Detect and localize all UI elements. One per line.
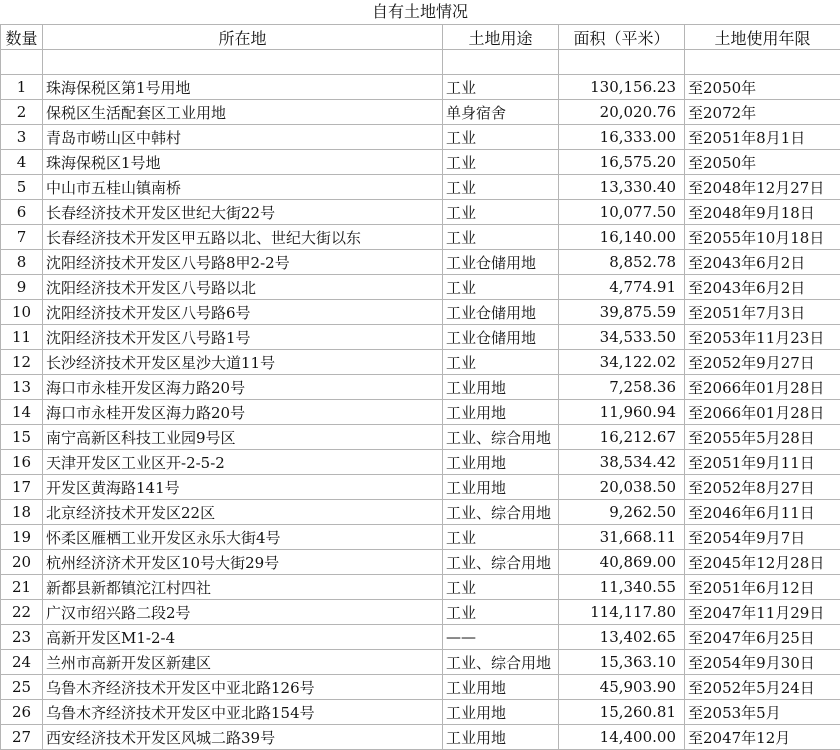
area-cell[interactable]: 38,534.42 xyxy=(559,450,685,475)
land-use-cell[interactable]: 工业用地 xyxy=(443,475,559,500)
location-cell[interactable]: 新都县新都镇沱江村四社 xyxy=(43,575,443,600)
area-cell[interactable]: 31,668.11 xyxy=(559,525,685,550)
row-number-cell[interactable]: 2 xyxy=(1,100,43,125)
area-cell[interactable]: 11,960.94 xyxy=(559,400,685,425)
location-cell[interactable]: 高新开发区M1-2-4 xyxy=(43,625,443,650)
area-cell[interactable]: 40,869.00 xyxy=(559,550,685,575)
table-row xyxy=(1,350,840,375)
area-cell[interactable]: 15,363.10 xyxy=(559,650,685,675)
table-row xyxy=(1,225,840,250)
term-cell[interactable]: 至2051年9月11日 xyxy=(685,450,840,475)
area-cell[interactable]: 8,852.78 xyxy=(559,250,685,275)
table-row xyxy=(1,175,840,200)
row-number-cell[interactable]: 1 xyxy=(1,75,43,100)
header-count[interactable]: 数量 xyxy=(1,25,43,50)
table-row xyxy=(1,150,840,175)
table-row xyxy=(1,300,840,325)
table-row xyxy=(1,475,840,500)
location-cell[interactable]: 保税区生活配套区工业用地 xyxy=(43,100,443,125)
location-cell[interactable]: 长春经济技术开发区甲五路以北、世纪大街以东 xyxy=(43,225,443,250)
header-land-use[interactable]: 土地用途 xyxy=(443,25,559,50)
blank-row xyxy=(1,50,840,75)
location-cell[interactable]: 珠海保税区1号地 xyxy=(43,150,443,175)
land-use-cell[interactable]: 工业 xyxy=(443,525,559,550)
land-use-cell[interactable]: 工业 xyxy=(443,75,559,100)
table-row xyxy=(1,425,840,450)
term-cell[interactable]: 至2054年9月30日 xyxy=(685,650,840,675)
area-cell[interactable]: 39,875.59 xyxy=(559,300,685,325)
land-use-cell[interactable]: 工业用地 xyxy=(443,725,559,750)
land-use-cell[interactable]: 工业 xyxy=(443,350,559,375)
header-area[interactable]: 面积（平米） xyxy=(559,25,685,50)
row-number-cell[interactable]: 4 xyxy=(1,150,43,175)
area-cell[interactable]: 14,400.00 xyxy=(559,725,685,750)
row-number-cell[interactable]: 23 xyxy=(1,625,43,650)
term-cell[interactable]: 至2051年8月1日 xyxy=(685,125,840,150)
table-row xyxy=(1,200,840,225)
land-use-cell[interactable]: 工业 xyxy=(443,150,559,175)
term-cell[interactable]: 至2066年01月28日 xyxy=(685,400,840,425)
land-use-cell[interactable]: 单身宿舍 xyxy=(443,100,559,125)
table-row xyxy=(1,575,840,600)
term-cell[interactable]: 至2050年 xyxy=(685,150,840,175)
term-cell[interactable]: 至2053年5月 xyxy=(685,700,840,725)
blank-cell[interactable] xyxy=(443,50,559,75)
area-cell[interactable]: 16,212.67 xyxy=(559,425,685,450)
land-use-cell[interactable]: 工业用地 xyxy=(443,400,559,425)
area-cell[interactable]: 16,140.00 xyxy=(559,225,685,250)
term-cell[interactable]: 至2043年6月2日 xyxy=(685,275,840,300)
location-cell[interactable]: 西安经济技术开发区风城二路39号 xyxy=(43,725,443,750)
table-row xyxy=(1,625,840,650)
table-row xyxy=(1,325,840,350)
location-cell[interactable]: 海口市永桂开发区海力路20号 xyxy=(43,375,443,400)
term-cell[interactable]: 至2055年5月28日 xyxy=(685,425,840,450)
location-cell[interactable]: 中山市五桂山镇南桥 xyxy=(43,175,443,200)
table-row xyxy=(1,650,840,675)
area-cell[interactable]: 13,402.65 xyxy=(559,625,685,650)
row-number-cell[interactable]: 20 xyxy=(1,550,43,575)
location-cell[interactable]: 兰州市高新开发区新建区 xyxy=(43,650,443,675)
term-cell[interactable]: 至2047年11月29日 xyxy=(685,600,840,625)
land-use-cell[interactable]: 工业仓储用地 xyxy=(443,300,559,325)
land-use-cell[interactable]: 工业用地 xyxy=(443,700,559,725)
land-use-cell[interactable]: 工业仓储用地 xyxy=(443,325,559,350)
location-cell[interactable]: 怀柔区雁栖工业开发区永乐大街4号 xyxy=(43,525,443,550)
header-term[interactable]: 土地使用年限 xyxy=(685,25,840,50)
area-cell[interactable]: 20,038.50 xyxy=(559,475,685,500)
location-cell[interactable]: 沈阳经济技术开发区八号路8甲2-2号 xyxy=(43,250,443,275)
location-cell[interactable]: 广汉市绍兴路二段2号 xyxy=(43,600,443,625)
row-number-cell[interactable]: 9 xyxy=(1,275,43,300)
row-number-cell[interactable]: 17 xyxy=(1,475,43,500)
row-number-cell[interactable]: 8 xyxy=(1,250,43,275)
area-cell[interactable]: 7,258.36 xyxy=(559,375,685,400)
row-number-cell[interactable]: 11 xyxy=(1,325,43,350)
location-cell[interactable]: 乌鲁木齐经济技术开发区中亚北路154号 xyxy=(43,700,443,725)
land-use-cell[interactable]: 工业 xyxy=(443,175,559,200)
table-row xyxy=(1,550,840,575)
area-cell[interactable]: 15,260.81 xyxy=(559,700,685,725)
row-number-cell[interactable]: 12 xyxy=(1,350,43,375)
table-row xyxy=(1,250,840,275)
table-row xyxy=(1,525,840,550)
area-cell[interactable]: 114,117.80 xyxy=(559,600,685,625)
row-number-cell[interactable]: 3 xyxy=(1,125,43,150)
table-row xyxy=(1,500,840,525)
table-row xyxy=(1,725,840,750)
header-row xyxy=(1,25,840,50)
row-number-cell[interactable]: 18 xyxy=(1,500,43,525)
land-use-cell[interactable]: —— xyxy=(443,625,559,650)
land-use-cell[interactable]: 工业仓储用地 xyxy=(443,250,559,275)
land-use-cell[interactable]: 工业 xyxy=(443,600,559,625)
header-location[interactable]: 所在地 xyxy=(43,25,443,50)
location-cell[interactable]: 乌鲁木齐经济技术开发区中亚北路126号 xyxy=(43,675,443,700)
table-row xyxy=(1,100,840,125)
location-cell[interactable]: 长沙经济技术开发区星沙大道11号 xyxy=(43,350,443,375)
blank-cell[interactable] xyxy=(43,50,443,75)
location-cell[interactable]: 珠海保税区第1号用地 xyxy=(43,75,443,100)
term-cell[interactable]: 至2072年 xyxy=(685,100,840,125)
table-row xyxy=(1,700,840,725)
row-number-cell[interactable]: 7 xyxy=(1,225,43,250)
row-number-cell[interactable]: 25 xyxy=(1,675,43,700)
term-cell[interactable]: 至2043年6月2日 xyxy=(685,250,840,275)
blank-cell[interactable] xyxy=(1,50,43,75)
area-cell[interactable]: 16,575.20 xyxy=(559,150,685,175)
row-number-cell[interactable]: 21 xyxy=(1,575,43,600)
row-number-cell[interactable]: 13 xyxy=(1,375,43,400)
sheet-title: 自有土地情况 xyxy=(0,0,840,24)
area-cell[interactable]: 13,330.40 xyxy=(559,175,685,200)
term-cell[interactable]: 至2045年12月28日 xyxy=(685,550,840,575)
area-cell[interactable]: 16,333.00 xyxy=(559,125,685,150)
location-cell[interactable]: 沈阳经济技术开发区八号路以北 xyxy=(43,275,443,300)
area-cell[interactable]: 9,262.50 xyxy=(559,500,685,525)
location-cell[interactable]: 南宁高新区科技工业园9号区 xyxy=(43,425,443,450)
area-cell[interactable]: 10,077.50 xyxy=(559,200,685,225)
row-number-cell[interactable]: 19 xyxy=(1,525,43,550)
land-use-cell[interactable]: 工业、综合用地 xyxy=(443,550,559,575)
row-number-cell[interactable]: 10 xyxy=(1,300,43,325)
location-cell[interactable]: 天津开发区工业区开-2-5-2 xyxy=(43,450,443,475)
term-cell[interactable]: 至2048年9月18日 xyxy=(685,200,840,225)
row-number-cell[interactable]: 16 xyxy=(1,450,43,475)
table-row xyxy=(1,400,840,425)
row-number-cell[interactable]: 24 xyxy=(1,650,43,675)
table-row xyxy=(1,450,840,475)
land-table xyxy=(0,24,840,750)
area-cell[interactable]: 45,903.90 xyxy=(559,675,685,700)
location-cell[interactable]: 青岛市崂山区中韩村 xyxy=(43,125,443,150)
land-use-cell[interactable]: 工业用地 xyxy=(443,675,559,700)
row-number-cell[interactable]: 26 xyxy=(1,700,43,725)
blank-cell[interactable] xyxy=(559,50,685,75)
location-cell[interactable]: 开发区黄海路141号 xyxy=(43,475,443,500)
land-use-cell[interactable]: 工业 xyxy=(443,275,559,300)
area-cell[interactable]: 34,122.02 xyxy=(559,350,685,375)
table-row xyxy=(1,375,840,400)
location-cell[interactable]: 杭州经济济术开发区10号大街29号 xyxy=(43,550,443,575)
term-cell[interactable]: 至2052年5月24日 xyxy=(685,675,840,700)
row-number-cell[interactable]: 22 xyxy=(1,600,43,625)
land-use-cell[interactable]: 工业、综合用地 xyxy=(443,425,559,450)
term-cell[interactable]: 至2052年8月27日 xyxy=(685,475,840,500)
area-cell[interactable]: 34,533.50 xyxy=(559,325,685,350)
land-use-cell[interactable]: 工业、综合用地 xyxy=(443,500,559,525)
row-number-cell[interactable]: 5 xyxy=(1,175,43,200)
land-use-cell[interactable]: 工业用地 xyxy=(443,375,559,400)
location-cell[interactable]: 沈阳经济技术开发区八号路1号 xyxy=(43,325,443,350)
table-row xyxy=(1,600,840,625)
term-cell[interactable]: 至2047年6月25日 xyxy=(685,625,840,650)
term-cell[interactable]: 至2054年9月7日 xyxy=(685,525,840,550)
term-cell[interactable]: 至2055年10月18日 xyxy=(685,225,840,250)
table-row xyxy=(1,75,840,100)
area-cell[interactable]: 4,774.91 xyxy=(559,275,685,300)
land-use-cell[interactable]: 工业 xyxy=(443,125,559,150)
row-number-cell[interactable]: 15 xyxy=(1,425,43,450)
term-cell[interactable]: 至2051年6月12日 xyxy=(685,575,840,600)
area-cell[interactable]: 11,340.55 xyxy=(559,575,685,600)
land-use-cell[interactable]: 工业 xyxy=(443,225,559,250)
term-cell[interactable]: 至2047年12月 xyxy=(685,725,840,750)
land-use-cell[interactable]: 工业 xyxy=(443,575,559,600)
term-cell[interactable]: 至2048年12月27日 xyxy=(685,175,840,200)
row-number-cell[interactable]: 27 xyxy=(1,725,43,750)
term-cell[interactable]: 至2053年11月23日 xyxy=(685,325,840,350)
term-cell[interactable]: 至2066年01月28日 xyxy=(685,375,840,400)
blank-cell[interactable] xyxy=(685,50,840,75)
land-use-cell[interactable]: 工业、综合用地 xyxy=(443,650,559,675)
location-cell[interactable]: 海口市永桂开发区海力路20号 xyxy=(43,400,443,425)
table-row xyxy=(1,275,840,300)
location-cell[interactable]: 沈阳经济技术开发区八号路6号 xyxy=(43,300,443,325)
term-cell[interactable]: 至2051年7月3日 xyxy=(685,300,840,325)
table-row xyxy=(1,125,840,150)
area-cell[interactable]: 130,156.23 xyxy=(559,75,685,100)
land-use-cell[interactable]: 工业用地 xyxy=(443,450,559,475)
area-cell[interactable]: 20,020.76 xyxy=(559,100,685,125)
row-number-cell[interactable]: 6 xyxy=(1,200,43,225)
location-cell[interactable]: 长春经济技术开发区世纪大街22号 xyxy=(43,200,443,225)
term-cell[interactable]: 至2050年 xyxy=(685,75,840,100)
location-cell[interactable]: 北京经济技术开发区22区 xyxy=(43,500,443,525)
term-cell[interactable]: 至2046年6月11日 xyxy=(685,500,840,525)
table-row xyxy=(1,675,840,700)
row-number-cell[interactable]: 14 xyxy=(1,400,43,425)
term-cell[interactable]: 至2052年9月27日 xyxy=(685,350,840,375)
land-use-cell[interactable]: 工业 xyxy=(443,200,559,225)
